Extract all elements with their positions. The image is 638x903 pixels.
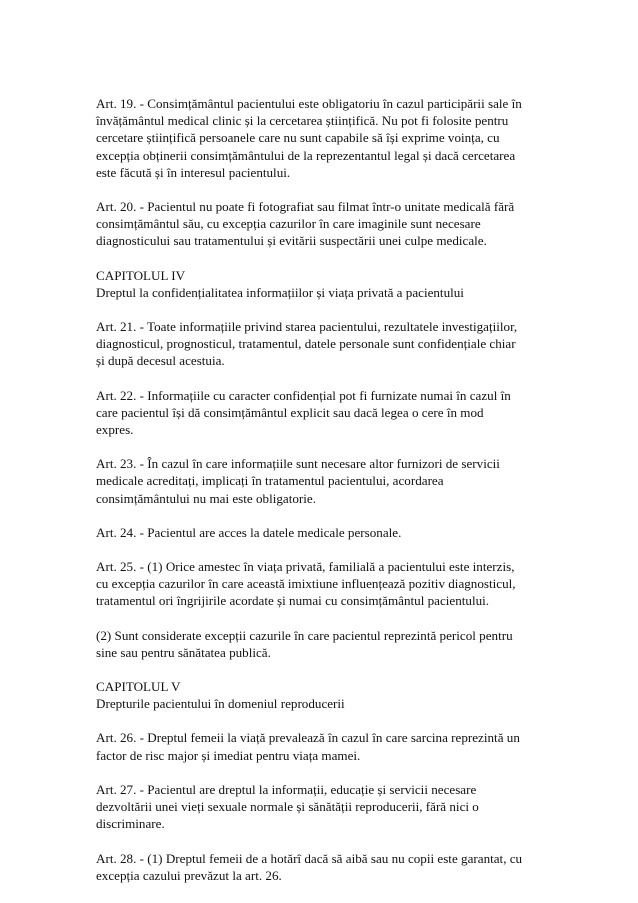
- text-line: este făcută și în interesul pacientului.: [96, 164, 291, 180]
- text-line: Art. 20. - Pacientul nu poate fi fotografiat sau filmat într-o unitate medicală fără: [96, 199, 515, 215]
- text-line: expres.: [96, 422, 134, 438]
- text-line: care pacientul își dă consimțământul explicit sau dacă legea o cere în mod: [96, 404, 484, 420]
- chapter-title: Dreptul la confidențialitatea informațiilor și viața privată a pacientului: [96, 284, 464, 300]
- article-25-1: [96, 558, 546, 610]
- text-line: Art. 26. - Dreptul femeii la viață prevalează în cazul în care sarcina reprezintă un: [96, 730, 520, 746]
- article-22: [96, 387, 546, 439]
- text-line: excepția cazului prevăzut la art. 26.: [96, 867, 282, 883]
- text-line: cu excepția cazurilor în care această imixtiune influențează pozitiv diagnosticul,: [96, 576, 516, 592]
- text-line: și după decesul acestuia.: [96, 353, 225, 369]
- article-23: [96, 455, 546, 507]
- article-24: [96, 524, 546, 541]
- article-20: [96, 198, 546, 250]
- text-line: Art. 22. - Informațiile cu caracter confidențial pot fi furnizate numai în cazul în: [96, 387, 511, 403]
- article-27: [96, 781, 546, 833]
- article-26: [96, 729, 546, 763]
- chapter-heading: CAPITOLUL IV: [96, 267, 186, 283]
- document-page: [96, 95, 546, 901]
- text-line: Art. 27. - Pacientul are dreptul la informații, educație și servicii necesare: [96, 781, 477, 797]
- chapter-iv: [96, 267, 546, 301]
- text-line: sine sau pentru sănătatea publică.: [96, 644, 271, 660]
- text-line: dezvoltării unei vieți sexuale normale și sănătății reproducerii, fără nici o: [96, 799, 479, 815]
- text-line: învățământul medical clinic și la cercetarea științifică. Nu pot fi folosite pentru: [96, 113, 509, 129]
- text-line: discriminare.: [96, 816, 165, 832]
- chapter-heading: CAPITOLUL V: [96, 679, 181, 695]
- text-line: Art. 21. - Toate informațiile privind starea pacientului, rezultatele investigațiilor,: [96, 319, 518, 335]
- article-28: [96, 850, 546, 884]
- article-21: [96, 318, 546, 370]
- text-line: consimțământul său, cu excepția cazurilor în care imaginile sunt necesare: [96, 216, 481, 232]
- text-line: (2) Sunt considerate excepții cazurile în care pacientul reprezintă pericol pentru: [96, 627, 513, 643]
- article-19: [96, 95, 546, 181]
- text-line: medicale acreditați, implicați în tratamentul pacientului, acordarea: [96, 473, 444, 489]
- text-line: Art. 19. - Consimțământul pacientului este obligatoriu în cazul participării sale în: [96, 96, 522, 111]
- chapter-v: [96, 678, 546, 712]
- text-line: tratamentul ori îngrijirile acordate și numai cu consimțământul pacientului.: [96, 593, 490, 609]
- text-line: diagnosticului sau tratamentului și evitării suspectării unei culpe medicale.: [96, 233, 487, 249]
- article-25-2: [96, 627, 546, 661]
- text-line: cercetare științifică persoanele care nu sunt capabile să își exprime voința, cu: [96, 130, 500, 146]
- text-line: Art. 23. - În cazul în care informațiile sunt necesare altor furnizori de servicii: [96, 456, 500, 472]
- chapter-title: Drepturile pacientului în domeniul reproducerii: [96, 696, 345, 712]
- text-line: Art. 24. - Pacientul are acces la datele medicale personale.: [96, 524, 402, 540]
- text-line: Art. 28. - (1) Dreptul femeii de a hotărî dacă să aibă sau nu copii este garantat, cu: [96, 850, 523, 866]
- text-line: consimțământului nu mai este obligatorie.: [96, 490, 316, 506]
- text-line: factor de risc major și imediat pentru viața mamei.: [96, 747, 361, 763]
- text-line: diagnosticul, prognosticul, tratamentul, datele personale sunt confidențiale chiar: [96, 336, 516, 352]
- text-line: Art. 25. - (1) Orice amestec în viața privată, familială a pacientului este interzis,: [96, 559, 515, 575]
- text-line: excepția obținerii consimțământului de la reprezentantul legal și dacă cercetarea: [96, 147, 516, 163]
